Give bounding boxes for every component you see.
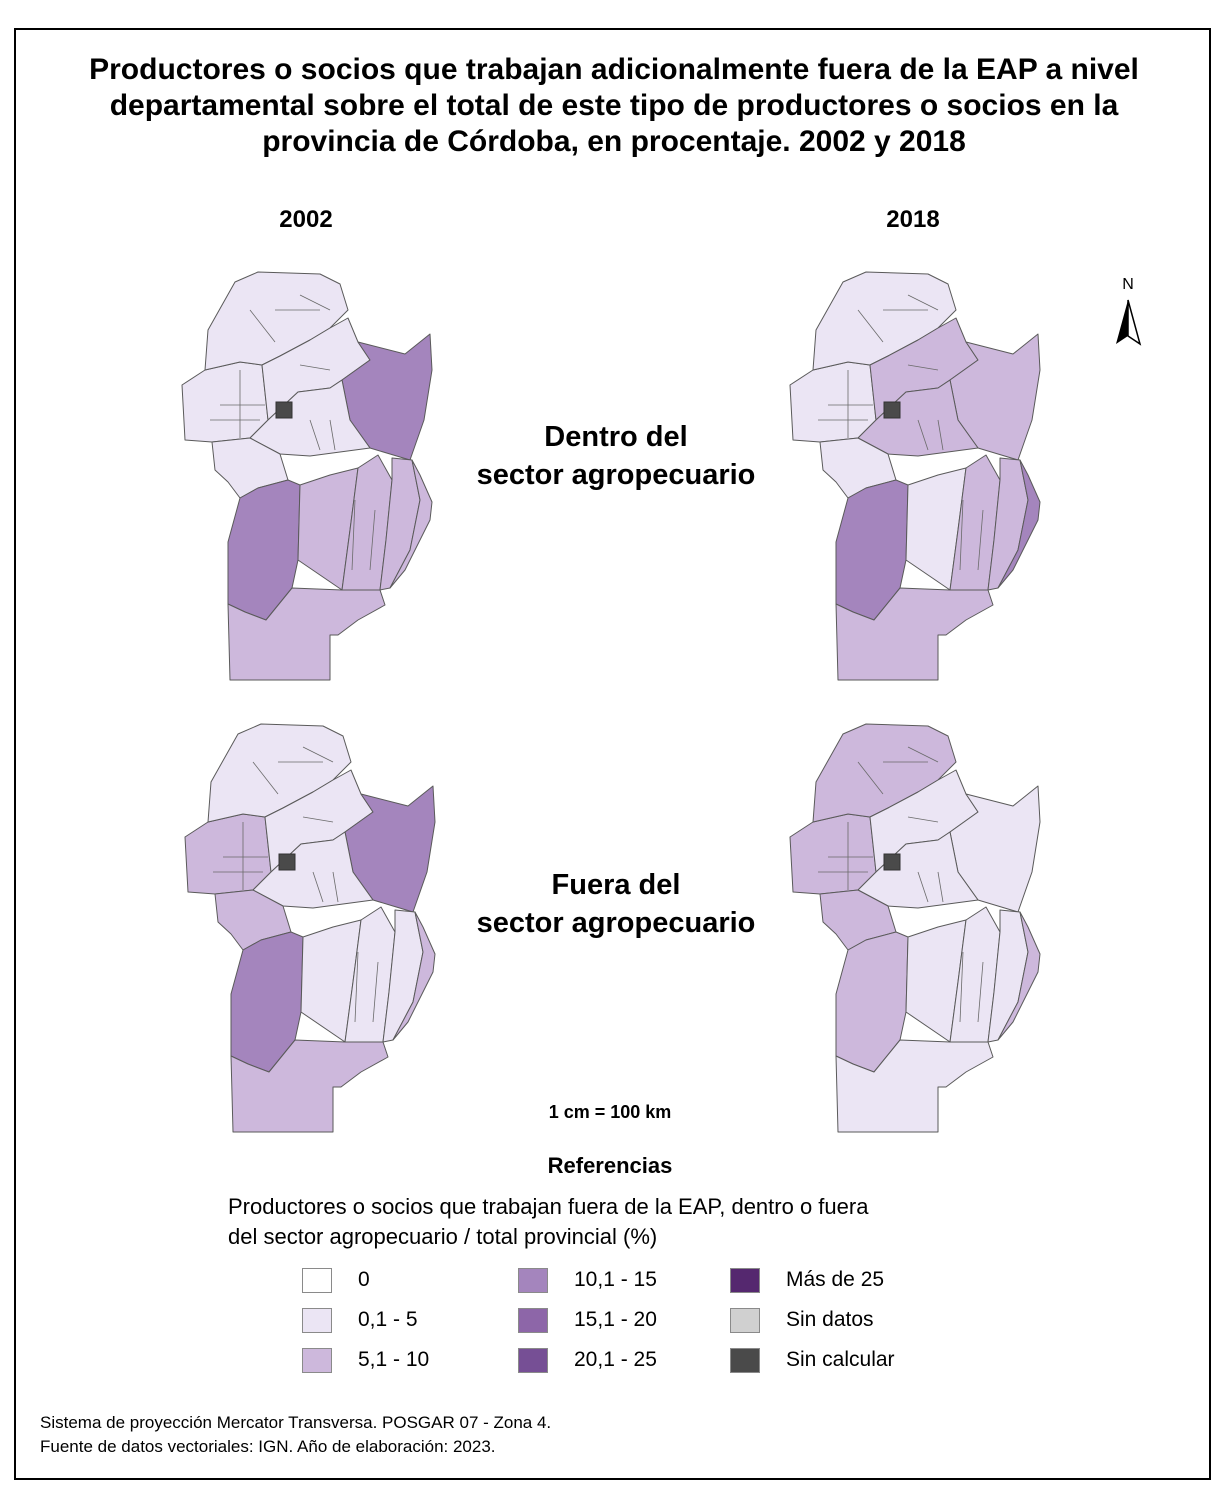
map-title [30, 52, 1198, 160]
department-region [790, 362, 876, 442]
legend-title: Referencias [547, 1153, 673, 1178]
legend-description-line-1: Productores o socios que trabajan fuera de la EAP, dentro o fuera [228, 1194, 869, 1219]
legend-swatch [302, 1268, 332, 1293]
scale-text: 1 cm = 100 km [548, 1102, 672, 1122]
legend-swatch [518, 1348, 548, 1373]
map-fuera-2018 [788, 722, 1050, 1132]
capital-department-marker [884, 402, 900, 418]
map-dentro-2002 [180, 270, 442, 680]
capital-department-marker [279, 854, 295, 870]
title-line-3: provincia de Córdoba, en procentaje. 2002 y 2018 [262, 125, 966, 158]
section-inside-line-1: Dentro del [544, 421, 688, 453]
footer-line-1: Sistema de proyección Mercator Transversa. POSGAR 07 - Zona 4. [40, 1413, 552, 1432]
title-line-2: departamental sobre el total de este tipo de productores o socios en la [109, 89, 1119, 122]
section-label-outside [430, 866, 802, 942]
footer-line-2: Fuente de datos vectoriales: IGN. Año de elaboración: 2023. [40, 1437, 496, 1456]
department-region [185, 814, 271, 894]
section-outside-line-2: sector agropecuario [476, 907, 756, 939]
legend-description-line-2: del sector agropecuario / total provincial (%) [228, 1224, 658, 1249]
cordoba-map-fuera-2002 [183, 722, 445, 1132]
legend-swatch [730, 1348, 760, 1373]
legend-label: 10,1 - 15 [574, 1268, 657, 1291]
map-dentro-2018 [788, 270, 1050, 680]
section-label-inside [430, 418, 802, 494]
legend-label: 5,1 - 10 [358, 1348, 430, 1371]
legend-swatch [302, 1308, 332, 1333]
legend-label: Más de 25 [786, 1268, 885, 1291]
legend-label: Sin datos [786, 1308, 874, 1331]
legend-label: 20,1 - 25 [574, 1348, 657, 1371]
legend-label: Sin calcular [786, 1348, 895, 1371]
section-outside-line-1: Fuera del [551, 869, 681, 901]
legend-description [228, 1192, 1028, 1252]
legend-swatch [730, 1308, 760, 1333]
title-line-1: Productores o socios que trabajan adicionalmente fuera de la EAP a nivel [89, 53, 1139, 86]
capital-department-marker [276, 402, 292, 418]
legend-swatch [518, 1308, 548, 1333]
north-arrow-icon [1111, 276, 1145, 348]
department-region [790, 814, 876, 894]
footer-notes [40, 1411, 551, 1459]
legend-label: 15,1 - 20 [574, 1308, 657, 1331]
legend-swatch [302, 1348, 332, 1373]
north-label: N [1122, 276, 1134, 293]
legend-swatch [518, 1268, 548, 1293]
legend-label: 0 [358, 1268, 370, 1291]
year-label-left: 2002 [279, 206, 333, 233]
legend-swatch [730, 1268, 760, 1293]
department-region [182, 362, 268, 442]
section-inside-line-2: sector agropecuario [476, 459, 756, 491]
cordoba-map-dentro-2018 [788, 270, 1050, 680]
north-arrow [1111, 276, 1145, 348]
cordoba-map-fuera-2018 [788, 722, 1050, 1132]
year-label-right: 2018 [886, 206, 940, 233]
map-fuera-2002 [183, 722, 445, 1132]
cordoba-map-dentro-2002 [180, 270, 442, 680]
legend-label: 0,1 - 5 [358, 1308, 418, 1331]
capital-department-marker [884, 854, 900, 870]
